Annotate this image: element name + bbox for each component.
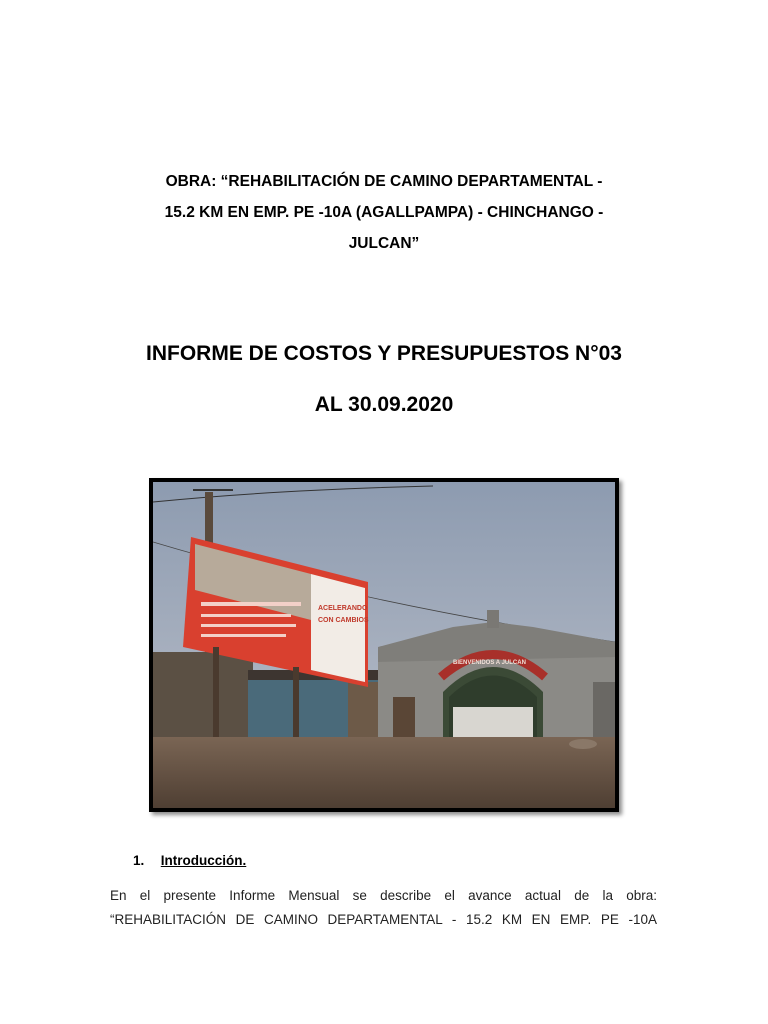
- intro-paragraph: [110, 884, 657, 932]
- report-title: INFORME DE COSTOS Y PRESUPUESTOS N°03: [146, 342, 622, 365]
- site-photo: [149, 478, 619, 812]
- project-title-line-1: OBRA: “REHABILITACIÓN DE CAMINO DEPARTAMENTAL -: [165, 173, 603, 190]
- project-title-line-3: JULCAN”: [348, 235, 420, 252]
- report-date: AL 30.09.2020: [314, 393, 454, 416]
- project-title: [110, 166, 658, 259]
- intro-line-2: “REHABILITACIÓN DE CAMINO DEPARTAMENTAL - 15.2 KM EN EMP. PE -10A: [110, 912, 657, 927]
- section-heading: [133, 853, 246, 868]
- intro-line-1: En el presente Informe Mensual se describe el avance actual de la obra:: [110, 888, 657, 903]
- billboard-text: ACELERANDO: [318, 605, 368, 612]
- billboard-subtext: CON CAMBIOS: [318, 617, 369, 624]
- section-number: 1.: [133, 853, 145, 868]
- arch-text: BIENVENIDOS A JULCAN: [453, 660, 526, 666]
- project-title-line-2: 15.2 KM EN EMP. PE -10A (AGALLPAMPA) - CHINCHANGO -: [164, 204, 604, 221]
- section-title: Introducción.: [160, 853, 247, 868]
